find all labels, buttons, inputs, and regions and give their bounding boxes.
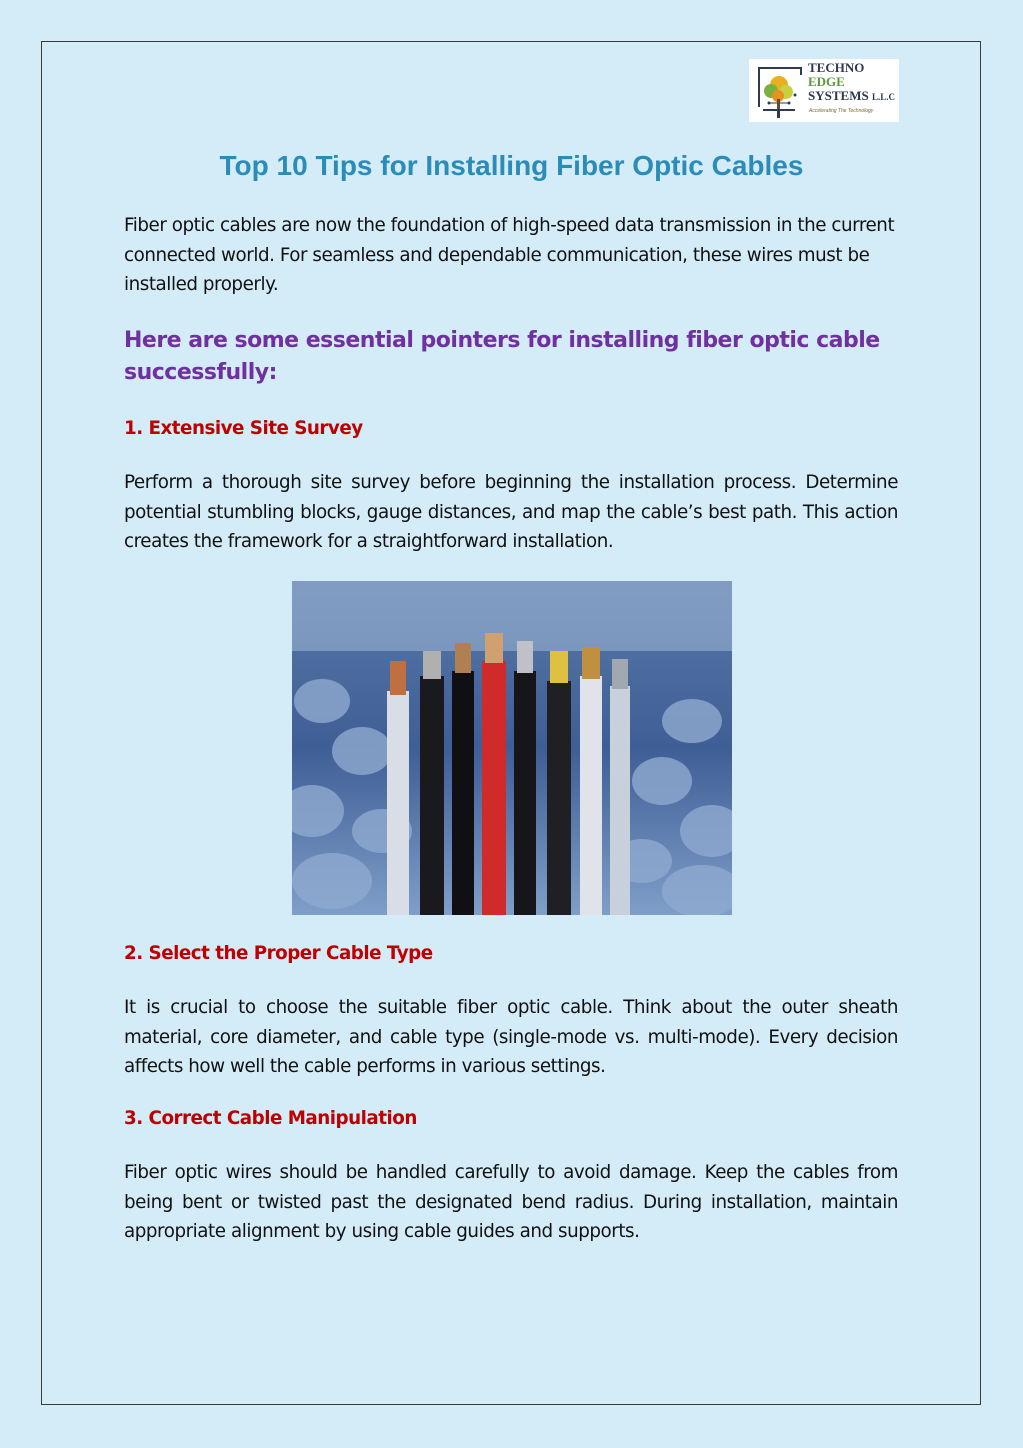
logo-line-1: TECHNO bbox=[808, 60, 865, 75]
logo-tree-icon bbox=[755, 65, 807, 121]
logo-suffix: L.L.C bbox=[871, 92, 895, 102]
tip-text-2: It is crucial to choose the suitable fiber optic cable. Think about the outer sheath material, core diameter, and cable type (single-mode vs. multi-mode). Every decision affects how well the cable performs in various settings. bbox=[124, 997, 898, 1077]
section-subheading: Here are some essential pointers for installing fiber optic cable successfully: bbox=[124, 328, 880, 385]
logo-line-3: SYSTEMS bbox=[808, 88, 869, 103]
tip-heading-1: 1. Extensive Site Survey bbox=[124, 418, 363, 439]
page-title: Top 10 Tips for Installing Fiber Optic Cables bbox=[219, 150, 804, 181]
tip-heading-2: 2. Select the Proper Cable Type bbox=[124, 943, 433, 964]
logo-line-2: EDGE bbox=[808, 74, 845, 89]
logo-wordmark bbox=[808, 61, 895, 104]
company-logo bbox=[749, 59, 899, 122]
tip-heading-3: 3. Correct Cable Manipulation bbox=[124, 1108, 417, 1129]
logo-tagline: Accelerating The Technology bbox=[809, 108, 874, 114]
intro-paragraph: Fiber optic cables are now the foundation of high-speed data transmission in the current connected world. For seamless and dependable communication, these wires must be installed properly. bbox=[124, 215, 895, 295]
tip-text-1: Perform a thorough site survey before beginning the installation process. Determine potential stumbling blocks, gauge distances, and map the cable’s best path. This action creates the framework for a straightforward installation. bbox=[124, 472, 898, 552]
fiber-cables-photo bbox=[292, 581, 732, 915]
tip-text-3: Fiber optic wires should be handled carefully to avoid damage. Keep the cables from being bent or twisted past the designated bend radius. During installation, maintain appropriate alignment by using cable guides and supports. bbox=[124, 1162, 898, 1242]
